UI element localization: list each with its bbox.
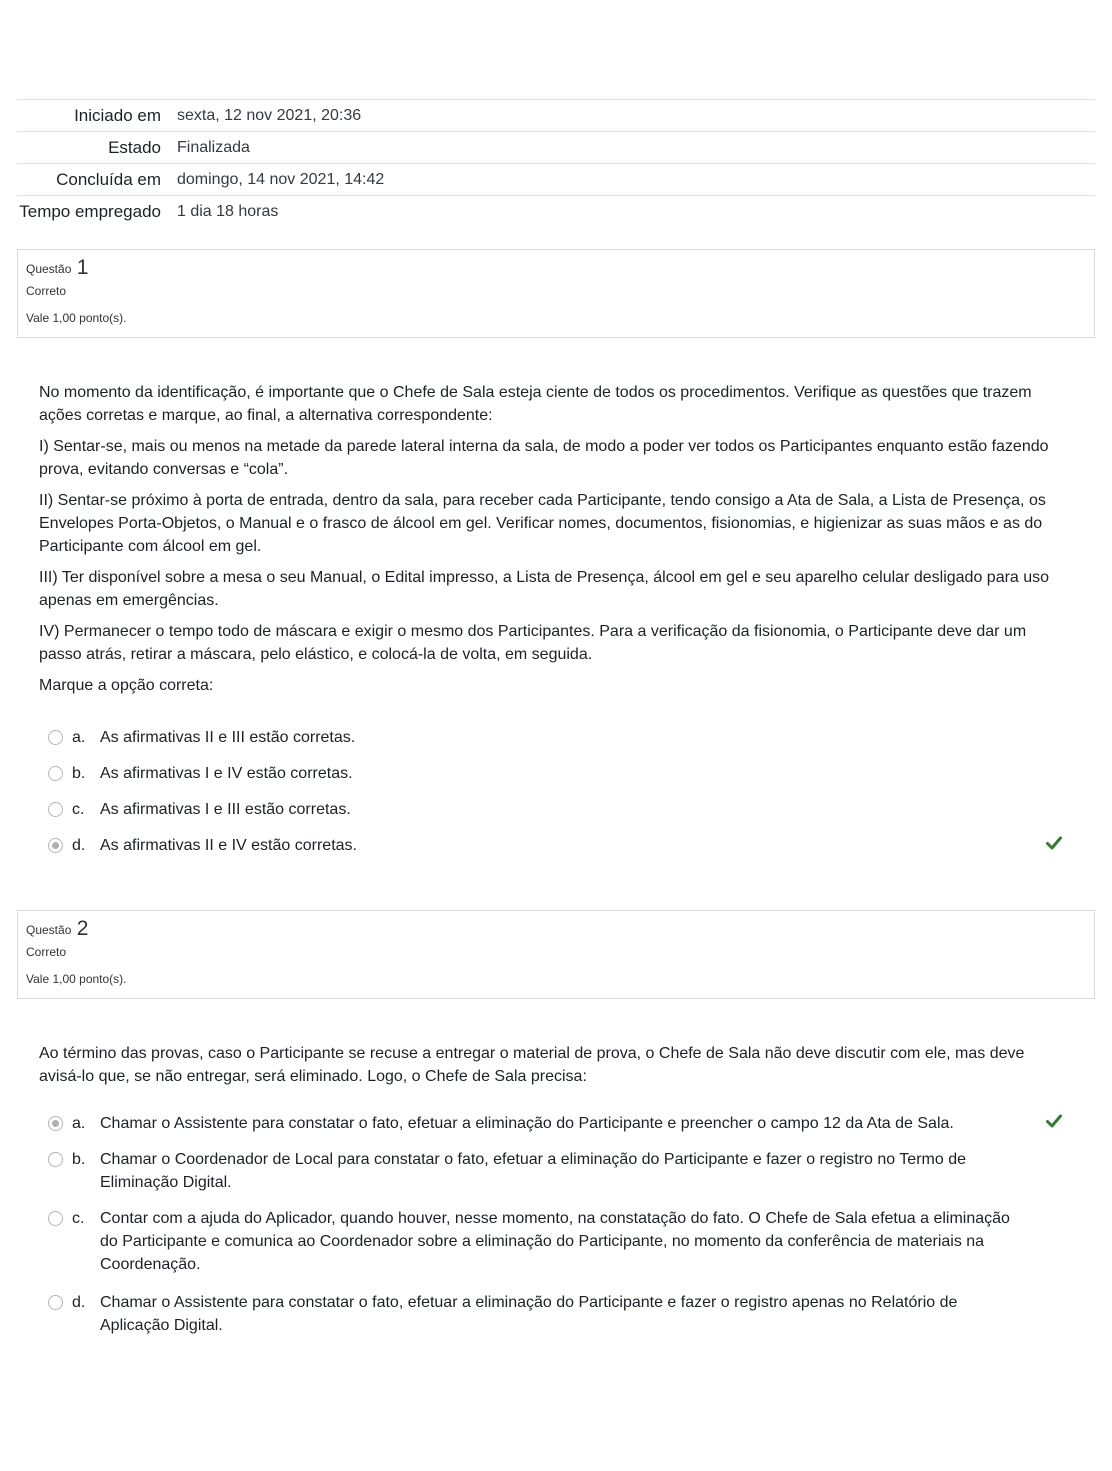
answer-letter: a. [72,729,86,746]
answer-text: Chamar o Coordenador de Local para constatar o fato, efetuar a eliminação do Participante e fazer o registro no Termo de Eliminação Digital. [100,1151,966,1191]
answer-option-a[interactable] [48,726,1078,749]
question-paragraph: IV) Permanecer o tempo todo de máscara e exigir o mesmo dos Participantes. Para a verificação da fisionomia, o Participante deve dar um passo atrás, retirar a máscara, pelo elástico, e colocá-la de volta, em seguida. [39,623,1027,663]
answer-letter: b. [72,1151,86,1168]
answer-option-c[interactable] [48,798,1078,821]
summary-value: sexta, 12 nov 2021, 20:36 [177,107,362,124]
summary-value: Finalizada [177,139,250,156]
question-paragraph: Marque a opção correta: [39,677,214,694]
answer-option-a[interactable] [48,1112,1078,1135]
question-grade: Vale 1,00 ponto(s). [26,972,127,986]
summary-value: 1 dia 18 horas [177,203,279,220]
answer-option-d[interactable] [48,834,1078,857]
radio-button[interactable] [48,730,63,745]
radio-button-selected[interactable] [48,1116,63,1131]
answer-text: Chamar o Assistente para constatar o fato, efetuar a eliminação do Participante e fazer o registro apenas no Relatório de Aplicação Digital. [100,1294,958,1334]
question-number [26,917,1086,942]
radio-button[interactable] [48,1295,63,1310]
answer-option-d[interactable] [48,1291,1078,1337]
answer-option-c[interactable] [48,1207,1078,1276]
question-paragraph: No momento da identificação, é importante que o Chefe de Sala esteja ciente de todos os procedimentos. Verifique as questões que trazem ações corretas e marque, ao final, a alternativa correspondente: [39,384,1032,424]
answer-text: As afirmativas I e IV estão corretas. [100,765,353,782]
question-number-value: 1 [76,256,89,279]
question-2-text [39,1042,1069,1096]
question-label: Questão [26,262,72,276]
question-number-value: 2 [76,917,89,940]
answer-letter: c. [72,1210,85,1227]
radio-button[interactable] [48,766,63,781]
question-label: Questão [26,923,72,937]
question-1-text [39,381,1069,705]
summary-row-started [17,100,1095,132]
question-paragraph: II) Sentar-se próximo à porta de entrada, dentro da sala, para receber cada Participante, tendo consigo a Ata de Sala, a Lista de Presença, os Envelopes Porta-Objetos, o Manual e o frasco de álcool em gel. Verificar nomes, documentos, fisionomias, e higienizar as suas mãos e as do Participante com álcool em gel. [39,492,1046,555]
summary-row-state [17,132,1095,164]
answer-text: As afirmativas II e III estão corretas. [100,729,356,746]
answer-text: As afirmativas I e III estão corretas. [100,801,351,818]
question-paragraph: I) Sentar-se, mais ou menos na metade da parede lateral interna da sala, de modo a poder ver todos os Participantes enquanto estão fazendo prova, evitando conversas e “cola”. [39,438,1049,478]
radio-button-selected[interactable] [48,838,63,853]
question-state: Correto [26,945,67,959]
answer-option-b[interactable] [48,762,1078,785]
radio-button[interactable] [48,1152,63,1167]
answer-letter: d. [72,1294,86,1311]
answer-letter: c. [72,801,85,818]
answer-letter: d. [72,837,86,854]
answer-text: Contar com a ajuda do Aplicador, quando houver, nesse momento, na constatação do fato. O Chefe de Sala efetua a eliminação do Participante e comunica ao Coordenador sobre a eliminação do Participante, no momento da conferência de materiais na Coordenação. [100,1210,1010,1273]
summary-value: domingo, 14 nov 2021, 14:42 [177,171,385,188]
answer-letter: a. [72,1115,86,1132]
radio-button[interactable] [48,802,63,817]
check-icon [1046,836,1062,850]
check-icon [1046,1114,1062,1128]
question-state: Correto [26,284,67,298]
summary-row-time-taken [17,196,1095,234]
answer-text: As afirmativas II e IV estão corretas. [100,837,357,854]
question-grade: Vale 1,00 ponto(s). [26,311,127,325]
answer-letter: b. [72,765,86,782]
answer-option-b[interactable] [48,1148,1078,1194]
question-number [26,256,1086,281]
radio-button[interactable] [48,1211,63,1226]
summary-label: Concluída em [56,170,161,189]
answer-text: Chamar o Assistente para constatar o fato, efetuar a eliminação do Participante e preencher o campo 12 da Ata de Sala. [100,1115,954,1132]
question-paragraph: Ao término das provas, caso o Participante se recuse a entregar o material de prova, o Chefe de Sala não deve discutir com ele, mas deve avisá-lo que, se não entregar, será eliminado. Logo, o Chefe de Sala precisa: [39,1045,1025,1085]
question-1-info [17,249,1095,338]
summary-row-completed [17,164,1095,196]
attempt-summary-table [17,99,1095,233]
summary-label: Estado [108,138,161,157]
question-2-info [17,910,1095,999]
summary-label: Iniciado em [74,106,161,125]
question-paragraph: III) Ter disponível sobre a mesa o seu Manual, o Edital impresso, a Lista de Presença, álcool em gel e seu aparelho celular desligado para uso apenas em emergências. [39,569,1050,609]
summary-label: Tempo empregado [19,202,161,221]
